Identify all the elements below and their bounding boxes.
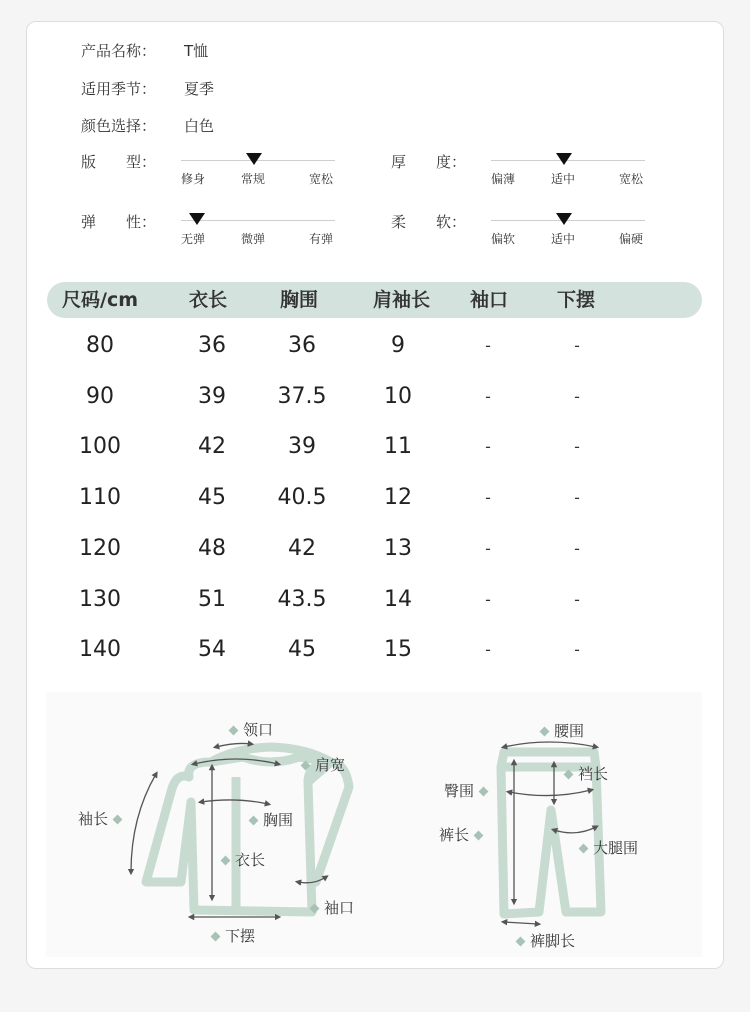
label-hip: 臀围 <box>444 780 493 801</box>
label-sleeve-length: 袖长 <box>78 808 127 829</box>
scale-option: 宽松 <box>309 172 334 186</box>
scale-option: 偏软 <box>491 232 516 246</box>
label-chest: 胸围 <box>244 809 293 830</box>
table-cell: 10 <box>384 383 412 409</box>
scale-option: 微弹 <box>241 232 266 246</box>
softness-marker <box>556 213 572 225</box>
label-hem: 下摆 <box>206 925 255 946</box>
scale-option: 修身 <box>181 172 206 186</box>
label-waist: 腰围 <box>535 720 584 741</box>
scale-option: 宽松 <box>619 172 644 186</box>
diamond-icon <box>301 761 311 771</box>
garment-illustration <box>46 692 702 957</box>
table-cell: 48 <box>198 535 226 561</box>
table-cell: 140 <box>79 637 121 663</box>
table-cell: 130 <box>79 586 121 612</box>
table-cell: 36 <box>288 333 316 358</box>
table-cell: 42 <box>198 434 226 460</box>
table-row <box>0 427 750 467</box>
diamond-icon <box>540 727 550 737</box>
table-cell: - <box>485 538 491 558</box>
header-chest: 胸围 <box>280 289 319 311</box>
diamond-icon <box>474 831 484 841</box>
elasticity-scale <box>181 210 335 250</box>
scale-option: 有弹 <box>309 232 334 246</box>
table-cell: - <box>485 336 491 355</box>
label-length: 衣长 <box>216 849 265 870</box>
scale-option: 无弹 <box>181 232 206 246</box>
header-size: 尺码/cm <box>62 289 139 311</box>
label-rise: 裆长 <box>559 763 608 784</box>
table-cell: - <box>574 589 580 609</box>
info-product-name <box>81 40 208 61</box>
header-cuff: 袖口 <box>470 289 509 311</box>
diamond-icon <box>229 726 239 736</box>
info-key: 颜色选择： <box>81 117 157 135</box>
label-collar: 领口 <box>224 719 273 740</box>
table-cell: - <box>485 437 491 457</box>
table-cell: 100 <box>79 434 121 460</box>
table-cell: 40.5 <box>277 485 327 511</box>
elasticity-label: 弹 性： <box>81 213 157 231</box>
table-cell: 45 <box>288 637 316 663</box>
scale-option: 偏硬 <box>619 232 644 246</box>
table-cell: 43.5 <box>277 586 327 612</box>
diamond-icon <box>564 770 574 780</box>
diamond-icon <box>113 815 123 825</box>
table-cell: 80 <box>86 333 114 358</box>
table-cell: 12 <box>384 485 412 511</box>
table-row <box>0 326 750 366</box>
info-value: T恤 <box>184 42 209 60</box>
table-cell: - <box>574 386 580 406</box>
header-length: 衣长 <box>189 289 228 311</box>
diamond-icon <box>479 787 489 797</box>
table-row <box>0 377 750 417</box>
scale-option: 偏薄 <box>491 172 516 186</box>
table-cell: - <box>574 437 580 457</box>
table-cell: 120 <box>79 535 121 561</box>
info-season <box>81 78 214 99</box>
diamond-icon <box>249 816 259 826</box>
thickness-marker <box>556 153 572 165</box>
size-table-header <box>47 282 702 318</box>
table-cell: - <box>485 386 491 406</box>
scale-option: 适中 <box>551 172 576 186</box>
table-cell: 54 <box>198 637 226 663</box>
header-sleeve: 肩袖长 <box>373 289 431 311</box>
fit-marker <box>246 153 262 165</box>
table-cell: 13 <box>384 535 412 561</box>
info-value: 夏季 <box>184 80 215 98</box>
table-cell: - <box>574 336 580 355</box>
thickness-scale <box>491 150 645 190</box>
info-value: 白色 <box>184 117 215 135</box>
table-cell: 51 <box>198 586 226 612</box>
label-pants-length: 裤长 <box>439 824 488 845</box>
table-cell: 11 <box>384 434 412 460</box>
table-cell: - <box>485 589 491 609</box>
table-cell: 90 <box>86 383 114 409</box>
table-cell: 42 <box>288 535 316 561</box>
scale-option: 适中 <box>551 232 576 246</box>
elasticity-marker <box>189 213 205 225</box>
info-color <box>81 115 214 136</box>
table-row <box>0 529 750 569</box>
label-shoulder: 肩宽 <box>296 754 345 775</box>
softness-label: 柔 软： <box>391 213 467 231</box>
table-cell: 39 <box>198 383 226 409</box>
table-cell: 15 <box>384 637 412 663</box>
diamond-icon <box>310 904 320 914</box>
table-cell: 45 <box>198 485 226 511</box>
diamond-icon <box>579 844 589 854</box>
table-cell: 37.5 <box>277 383 327 409</box>
label-thigh: 大腿围 <box>574 837 638 858</box>
info-key: 适用季节： <box>81 80 157 98</box>
scale-option: 常规 <box>241 172 266 186</box>
diamond-icon <box>221 856 231 866</box>
diamond-icon <box>211 932 221 942</box>
table-cell: - <box>574 488 580 508</box>
label-leg-opening: 裤脚长 <box>511 930 575 951</box>
table-cell: - <box>574 538 580 558</box>
table-cell: - <box>485 488 491 508</box>
softness-scale <box>491 210 645 250</box>
table-row <box>0 630 750 670</box>
thickness-label: 厚 度： <box>391 153 467 171</box>
table-cell: - <box>574 640 580 660</box>
table-row <box>0 580 750 620</box>
label-cuff: 袖口 <box>305 897 354 918</box>
table-cell: - <box>485 640 491 660</box>
fit-label: 版 型： <box>81 153 157 171</box>
diamond-icon <box>516 937 526 947</box>
fit-scale <box>181 150 335 190</box>
table-cell: 9 <box>391 333 405 358</box>
table-cell: 14 <box>384 586 412 612</box>
table-cell: 36 <box>198 333 226 358</box>
table-cell: 110 <box>79 485 121 511</box>
table-cell: 39 <box>288 434 316 460</box>
measurement-diagram <box>46 692 702 957</box>
header-hem: 下摆 <box>557 289 596 311</box>
table-row <box>0 478 750 518</box>
info-key: 产品名称： <box>81 42 157 60</box>
